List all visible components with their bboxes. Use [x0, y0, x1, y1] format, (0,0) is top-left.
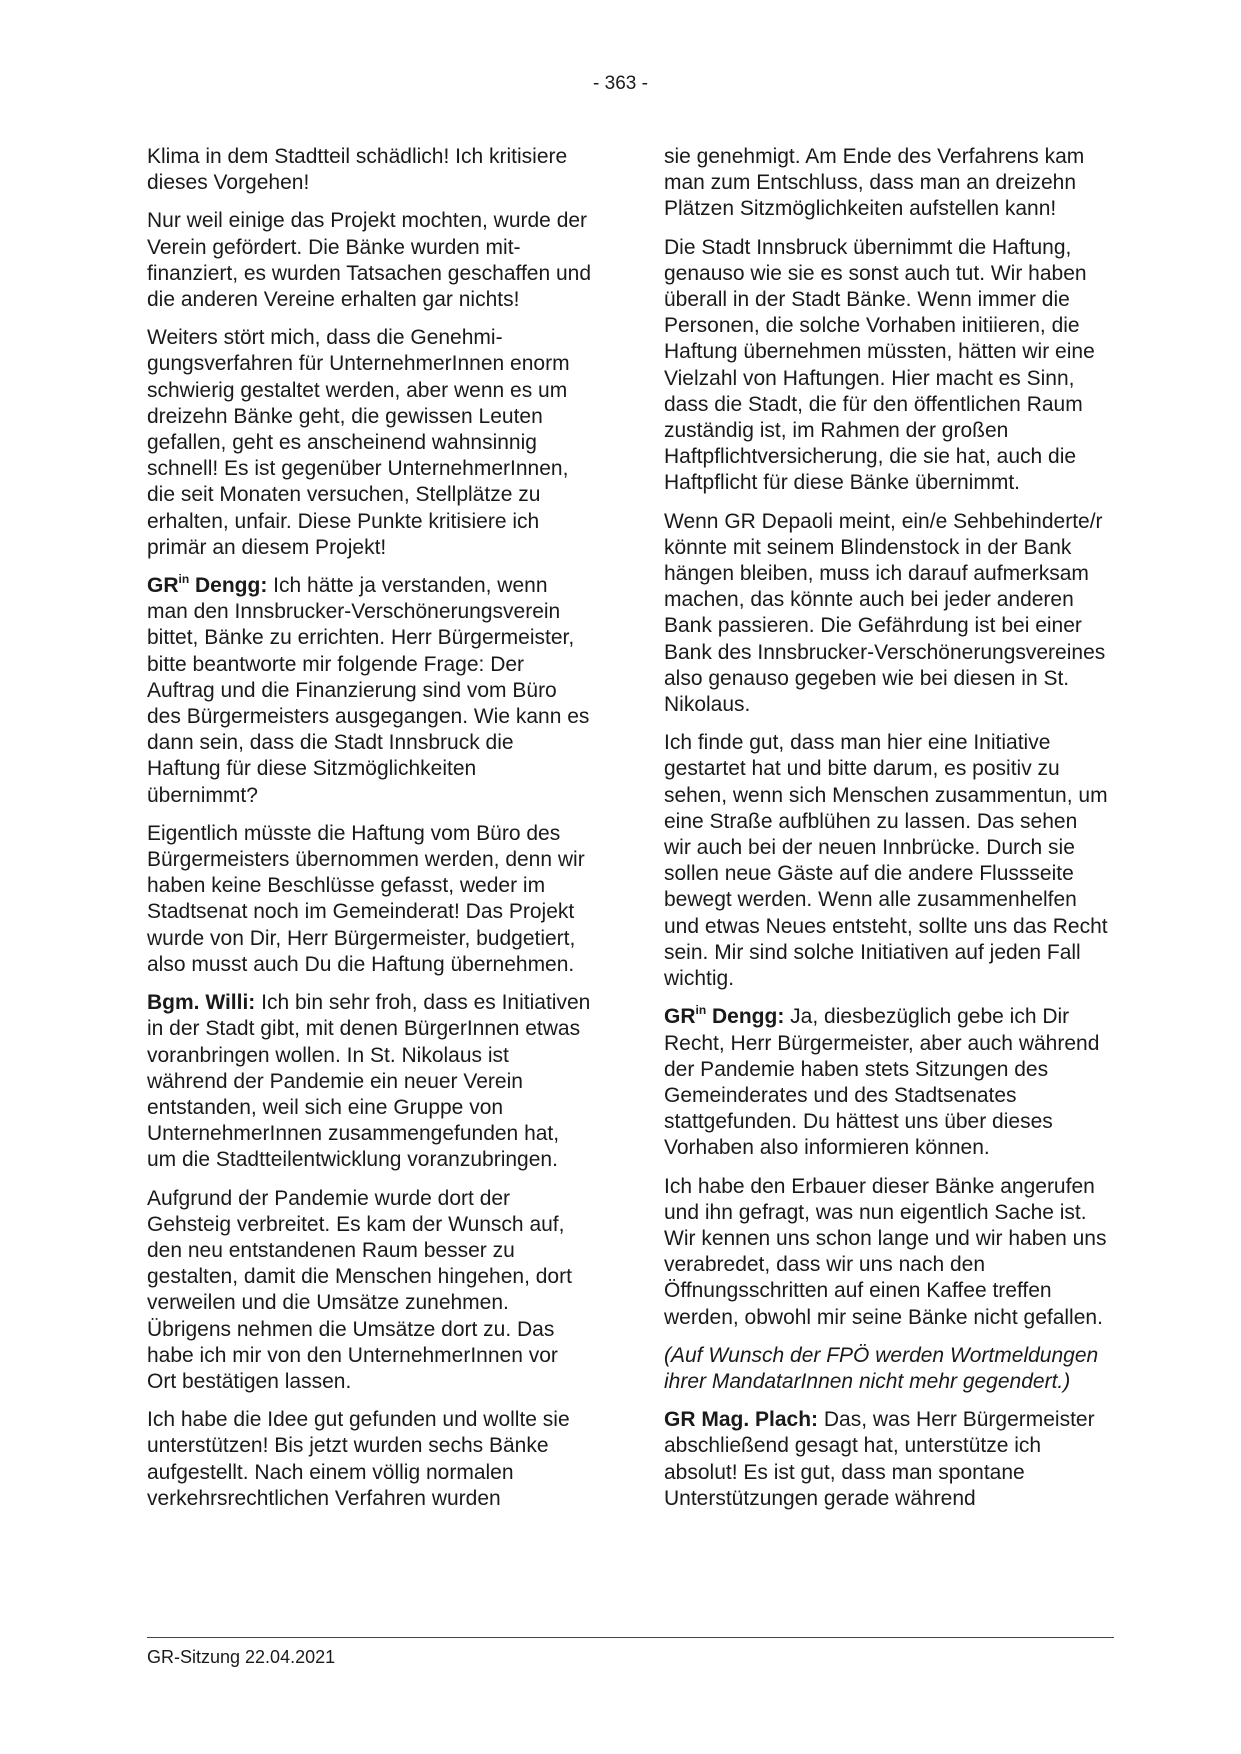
paragraph: Die Stadt Innsbruck übernimmt die Haftung, genauso wie sie es sonst auch tut. Wir haben überall in der Stadt Bänke. Wenn immer die Personen, die solche Vorhaben initiieren, die Haftung übernehmen müssten, hätten wir eine Vielzahl von Haftungen. Hier macht es Sinn, dass die Stadt, die für den öffentlichen Raum zuständig ist, im Rahmen der großen Haftpflichtversicherung, die sie hat, auch die Haftpflicht für diese Bänke übernimmt.	[664, 235, 1095, 495]
speech-paragraph	[664, 1004, 1109, 1161]
paragraph: sie genehmigt. Am Ende des Verfahrens kam man zum Entschluss, dass man an dreizehn Plätzen Sitzmöglichkeiten aufstellen kann!	[664, 145, 1085, 221]
footer-divider	[147, 1637, 1114, 1638]
paragraph: Wenn GR Depaoli meint, ein/e Sehbehinderte/r könnte mit seinem Blindenstock in der Bank hängen bleiben, muss ich darauf aufmerksam machen, das könnte auch bei jeder anderen Bank passieren. Die Gefährdung ist bei einer Bank des Innsbrucker-Verschönerungsvereines also genauso gegeben wie bei diesen in St. Nikolaus.	[664, 509, 1106, 717]
speech-paragraph	[147, 573, 592, 809]
speaker-name: $GR^{in}$ Dengg:	[147, 572, 268, 598]
speaker-name: GR Mag. Plach:	[664, 1408, 819, 1432]
speech-text: Das, was Herr Bürgermeister abschließend gesagt hat, unterstütze ich absolut! Es ist gut, dass man spontane Unterstützungen gerade während	[664, 1408, 1095, 1510]
speech-paragraph	[664, 1407, 1109, 1512]
paragraph: Weiters stört mich, dass die Genehmigungsverfahren für UnternehmerInnen enorm schwierig gestaltet werden, aber wenn es um dreizehn Bänke geht, die gewissen Leuten gefallen, geht es anscheinend wahnsinnig schnell! Es ist gegenüber UnternehmerInnen, die seit Monaten versuchen, Stellplätze zu erhalten, unfair. Diese Punkte kritisiere ich primär an diesem Projekt!	[147, 326, 570, 559]
speech-text: Ja, diesbezüglich gebe ich Dir Recht, Herr Bürgermeister, aber auch während der Pandemie haben stets Sitzungen des Gemeinderates und des Stadtsenates stattgefunden. Du hättest uns über dieses Vorhaben also informieren können.	[664, 1005, 1100, 1160]
speech-text: Ich hätte ja verstanden, wenn man den Innsbrucker-Verschönerungsverein bittet, Bänke zu errichten. Herr Bürgermeister, bitte beantworte mir folgende Frage: Der Auftrag und die Finanzierung sind vom Büro des Bürgermeisters ausgegangen. Wie kann es dann sein, dass die Stadt Innsbruck die Haftung für diese Sitzmöglichkeiten übernimmt?	[147, 574, 590, 807]
paragraph: Ich habe die Idee gut gefunden und wollte sie unterstützen! Bis jetzt wurden sechs Bänke aufgestellt. Nach einem völlig normalen verkehrsrechtlichen Verfahren wurden	[147, 1408, 570, 1510]
paragraph: Klima in dem Stadtteil schädlich! Ich kritisiere dieses Vorgehen!	[147, 145, 568, 195]
left-column	[147, 144, 592, 1524]
paragraph: Ich finde gut, dass man hier eine Initiative gestartet hat und bitte darum, es positiv zu sehen, wenn sich Menschen zusammentun, um eine Straße aufblühen zu lassen. Das sehen wir auch bei der neuen Innbrücke. Durch sie sollen neue Gäste auf die andere Flussseite bewegt werden. Wenn alle zusammenhelfen und etwas Neues entsteht, sollte uns das Recht sein. Mir sind solche Initiativen auf jeden Fall wichtig.	[664, 731, 1108, 991]
paragraph: Aufgrund der Pandemie wurde dort der Gehsteig verbreitet. Es kam der Wunsch auf, den neu entstandenen Raum besser zu gestalten, damit die Menschen hingehen, dort verweilen und die Umsätze zunehmen. Übrigens nehmen die Umsätze dort zu. Das habe ich mir von den UnternehmerInnen vor Ort bestätigen lassen.	[147, 1186, 572, 1393]
paragraph: Ich habe den Erbauer dieser Bänke angerufen und ihn gefragt, was nun eigentlich Sache ist. Wir kennen uns schon lange und wir haben uns verabredet, dass wir uns nach den Öffnungsschritten auf einen Kaffee treffen werden, obwohl mir seine Bänke nicht gefallen.	[664, 1174, 1107, 1329]
paragraph: Eigentlich müsste die Haftung vom Büro des Bürgermeisters übernommen werden, denn wir haben keine Beschlüsse gefasst, weder im Stadtsenat noch im Gemeinderat! Das Projekt wurde von Dir, Herr Bürgermeister, budgetiert, also musst auch Du die Haftung übernehmen.	[147, 821, 585, 976]
footer-session-date: GR-Sitzung 22.04.2021	[147, 1647, 336, 1667]
editorial-note: (Auf Wunsch der FPÖ werden Wortmeldungen ihrer MandatarInnen nicht mehr gegendert.)	[664, 1343, 1099, 1393]
page-number: - 363 -	[593, 73, 648, 94]
paragraph: Nur weil einige das Projekt mochten, wurde der Verein gefördert. Die Bänke wurden mitfinanziert, es wurden Tatsachen geschaffen und die anderen Vereine erhalten gar nichts!	[147, 209, 592, 312]
right-column	[664, 144, 1109, 1524]
speaker-name: Bgm. Willi:	[147, 991, 256, 1015]
speaker-name: $GR^{in}$ Dengg:	[664, 1003, 785, 1029]
speech-text: Ich bin sehr froh, dass es Initiativen in der Stadt gibt, mit denen BürgerInnen etwas voranbringen wollen. In St. Nikolaus ist während der Pandemie ein neuer Verein entstanden, weil sich eine Gruppe von UnternehmerInnen zusammengefunden hat, um die Stadtteilentwicklung voranzubringen.	[147, 991, 591, 1172]
speech-paragraph	[147, 990, 592, 1173]
